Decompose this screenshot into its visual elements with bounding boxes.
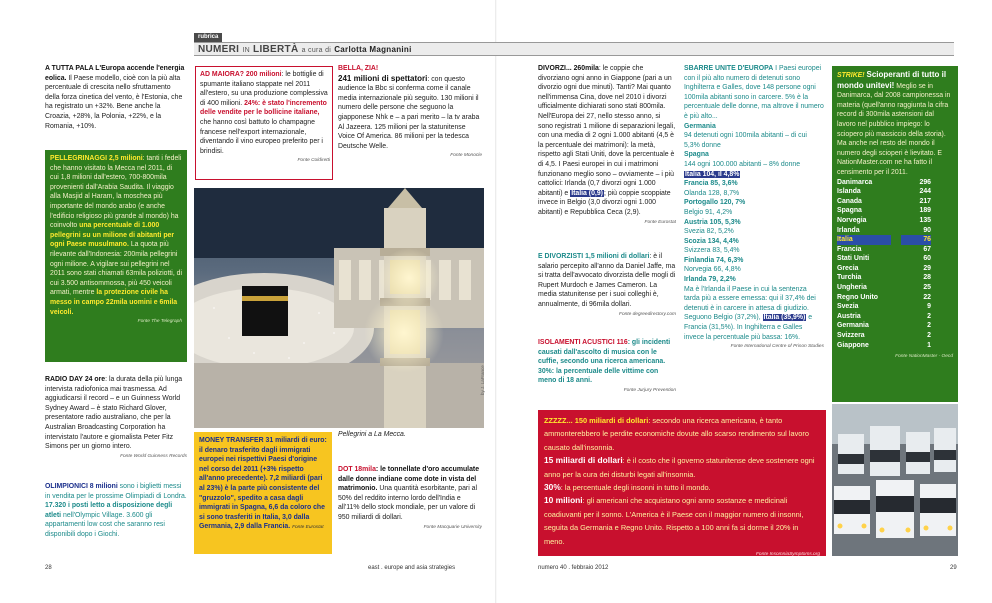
title-part: NUMERI [198,44,240,55]
article-highlight: 30% [544,482,561,493]
table-cell-value: 9 [927,303,931,311]
article-heading: RADIO DAY 24 ore [45,376,106,383]
issue-info: numero 40 . febbraio 2012 [538,565,609,571]
article-body: e Francia (31,5%). In Inghilterra e Galles invece la percentuale più bassa: 16%. [684,314,813,341]
source-note: Fonte World Guinness Records [120,453,187,459]
article-body: Il Paese modello, cioè con la più alta percentuale di crescita nello sfruttamento della forza cinetica del vento, è l'Estonia, che ha registrato un +32%. Bene anche la Croazia, +28%, la Polonia, +22%, e la Romania, +10%. [45,74,183,130]
table-cell-country: Irlanda [837,226,860,234]
mecca-illustration [194,188,484,428]
photo-caption: Pellegrini a La Mecca. [338,431,406,438]
article-body: : è il costo che il governo statunitense deve sostenere ogni anno per la cura dei disturbi legati all'insonnia. [544,456,815,479]
magazine-name: east . europe and asia strategies [368,565,456,571]
article-body: : gli americani che acquistano ogni anno sostanze e medicinali coadiuvanti per il sonno. L'America è il Paese con il maggior numero di insonni, seguita da Germania e Regno Unito. Rispetto a 100 anni fa si dorme il 20% in meno. [544,496,804,546]
article-radio-day [45,375,187,471]
article-dot [338,465,482,555]
table-cell-country: Ungheria [837,284,867,292]
section-title [198,43,412,57]
italy-highlight: Italia 104, il 4,8% [685,170,740,178]
article-highlight: 10 milioni [544,495,583,506]
table-cell-value: 189 [919,207,931,215]
list-item: Belgio 91, 4,2% [684,208,733,216]
article-highlight: : le tonnellate d'oro accumulate dalle donne indiane come dote in vista del matrimonio. [338,466,480,493]
table-cell-country: Grecia [837,264,859,272]
article-heading: AD MAIORA? 200 milioni [200,71,282,78]
list-item: Svizzera 83, 5,4% [684,247,740,255]
source-note: Fonte Jurjury Prevention [623,387,676,393]
source-note: Fonte International Centre of Prison Studies [730,344,824,350]
table-cell-value: 244 [919,188,931,196]
article-heading: E DIVORZISTI 1,5 milioni di dollari [538,253,650,260]
list-item: Finlandia 74, 6,3% [684,256,744,264]
list-item: Svezia 82, 5,2% [684,228,734,236]
title-part: LIBERTÀ [253,44,299,55]
traffic-photo [832,404,958,556]
mecca-photo [194,188,484,428]
table-cell-country: Regno Unito [837,293,878,301]
article-heading: DIVORZI... 260mila [538,65,599,72]
article-pellegrinaggi [45,150,187,362]
article-body: : con questo audience la Bbc si conferma come il canale media internazionale più seguito. 130 milioni il numero delle persone che seguono la giapponese Nhk e – a pari merito – la tv araba Al Jazeera. 125 milioni per la statunitense Voice Of America. 86 milioni per la tedesca Deutsche Welle. [338,75,480,150]
italy-highlight: Italia (0,9) [571,189,603,197]
table-cell-value: 22 [923,293,931,301]
table-cell-country: Islanda [837,188,861,196]
spine [495,0,497,603]
article-highlight: 241 milioni di spettatori [338,73,428,83]
article-zzz [538,410,826,556]
article-strike [832,66,958,402]
article-heading: OLIMPIONICI 8 milioni [45,483,118,490]
table-cell-value: 28 [923,274,931,282]
italy-highlight: Italia (35,9%) [763,314,806,322]
rubric-tag: rubrica [194,33,222,42]
source-note: Fonte Monocle [450,153,482,159]
table-cell-country: Canada [837,197,862,205]
list-item: Scozia 134, 4,4% [684,237,739,245]
article-heading: A TUTTA PALA L'Europa accende l'energia eolica. [45,65,185,82]
table-cell-country: Norvegia [837,216,867,224]
table-cell-country: Svizzera [837,332,865,340]
page-number-right: 29 [950,565,957,571]
article-heading: ISOLAMENTI ACUSTICI 116 [538,339,628,346]
article-heading: MONEY TRANSFER 31 miliardi di euro: [199,437,327,444]
table-cell-country: Stati Uniti [837,255,870,263]
article-body: : la durata della più lunga intervista radiofonica mai trasmessa. Ad aggiudicarsi il record – e un Guinness World Sydney Award – è stato Richard Glover, presentatore radio australiano, che per la Australian Broadcasting Corporation ha intervistato l'autore e giornalista Peter Fitz Simons per un giorno intero. [45,376,183,451]
article-highlight: 17.320 i posti letto a disposizione degli atleti [45,502,173,519]
table-cell-value: 2 [927,312,931,320]
table-cell-value: 1 [927,341,931,349]
source-note: Fonte The Telegraph [137,319,182,325]
table-cell-country: Austria [837,312,861,320]
table-cell-value: 76 [901,235,931,245]
article-heading: BELLA, ZIA! [338,65,379,72]
table-cell-country: Giappone [837,341,869,349]
source-note: Fonte degreedirectory.com [619,311,676,317]
table-cell-country: Turchia [837,274,862,282]
table-cell-value: 217 [919,197,931,205]
article-body: nell'Olympic Village. 3.600 gli appartamenti low cost che saranno resi disponibili dopo i Giochi. [45,511,165,538]
table-cell-value: 135 [919,216,931,224]
article-heading: SBARRE UNITE D'EUROPA [684,65,774,72]
article-body: ; più coppie scoppiate invece in Belgio (3,0 divorzi ogni 1.000 abitanti) e Repubblica Ceca (2,9). [538,189,671,216]
list-item: Germania [684,122,716,130]
article-heading: STRIKE! [837,72,865,79]
article-body: : è il salario percepito all'anno da Daniel Jaffe, ma si tratta dell'avvocato divorzista delle mogli di Rupert Murdoch e James Cameron. La media statunitense per i suoi colleghi è, annualmente, di 96mila dollari. [538,253,676,308]
article-money-transfer [194,432,332,554]
magazine-name-part: east [368,565,380,571]
source-note: Fonte InsomniaSymptoms.org [756,552,820,556]
list-item: Spagna [684,151,709,159]
list-item: Austria 105, 5,3% [684,218,741,226]
article-highlight: 24%: è stato l'incremento delle vendite per le bollicine italiane, [200,99,327,117]
article-body: Ma è l'Irlanda il Paese in cui la sentenza tarda più a essere emessa: qui il 37,4% dei detenuti è in carcere in attesa di giudizio. Seguono Belgio (37,2%), [684,285,816,322]
list-item: Norvegia 66, 4,8% [684,266,741,274]
source-note: Fonte NationMaster - Oecd [895,354,953,360]
curator-label: a cura di [301,47,332,54]
article-body: : tanti i fedeli che hanno visitato la Mecca nel 2011, di cui 1,8 milioni dall'estero, 700-800mila provenienti dall'Arabia Saudita. Il viaggio alla Masjid al Haram, la moschea più importante del mondo arabo (e anche l'edificio religioso più grande al mondo) ha coinvolto [50,155,182,230]
article-body: : le bottiglie di spumante italiano stappate nel 2011 all'estero, su una produzione complessiva di 400 milioni. [200,71,328,107]
author-name: Carlotta Magnanini [334,45,412,54]
list-item: 94 detenuti ogni 100mila abitanti – di cui 5,3% donne [684,132,807,149]
article-highlight: 15 miliardi di dollari [544,455,623,466]
table-cell-value: 25 [923,284,931,292]
list-item: Francia 85, 3,6% [684,180,738,188]
article-body: Una quantità esorbitante, pari al 50% del reddito interno lordo dell'India e all'11% dello stock mondiale, per un valore di 950 miliardi di dollari. [338,485,478,521]
article-body: Meglio se in Danimarca, dal 2008 campionessa in materia (quell'anno raggiunta la cifra record di 300mila astensioni dal lavoro nel pubblico impiego: lo sciopero più massiccio della storia). Ma anche nel resto del mondo il numero degli scioperi è lievitato. E NationMaster.com ne ha fatto il censimento per il 2011. [837,82,951,176]
article-bella-zia [338,64,482,184]
article-highlight: la protezione civile ha messo in campo 22mila uomini e 6mila veicoli. [50,289,178,316]
article-body: I Paesi europei con il più alto numero di detenuti sono Inghilterra e Galles, dove 148 persone ogni 100mila abitanti sono in carcere. 5% è la percentuale delle donne, ma altrove il numero è più alto... [684,65,824,120]
article-body: : la percentuale degli insonni in tutto il mondo. [560,483,711,493]
article-highlight: una percentuale di 1.000 pellegrini su un milione di abitanti per ogni Paese musulmano. [50,222,175,249]
source-note: Fonte Eurostat [292,525,324,531]
article-heading: DOT 18mila [338,466,376,473]
table-cell-value: 2 [927,332,931,340]
table-cell-country: Svezia [837,303,859,311]
table-cell-country: Spagna [837,207,862,215]
source-note: Fonte Macquarie University [423,524,482,530]
article-divorzisti [538,252,676,330]
table-cell-country: Francia [837,245,862,253]
list-item: Irlanda 79, 2,2% [684,276,736,284]
list-item: 144 ogni 100.000 abitanti – 8% donne [684,160,801,168]
source-note: Fonte Coldiretti [297,158,330,164]
table-cell-country: Danimarca [837,178,873,186]
article-heading: PELLEGRINAGGI 2,5 milioni [50,155,143,162]
list-item: Olanda 128, 8,7% [684,189,740,197]
traffic-illustration [832,404,958,556]
table-cell-value: 67 [923,245,931,253]
table-cell-value: 60 [923,255,931,263]
strikes-table [837,178,953,351]
article-body: : gli incidenti causati dall'ascolto di musica con le cuffie, secondo una ricerca americana. 30%: la percentuale delle vittime con meno di 18 anni. [538,339,671,385]
article-body: sono i biglietti messi in vendita per le prossime Olimpiadi di Londra. [45,483,187,500]
title-part: IN [242,47,250,54]
article-body: : secondo una ricerca americana, è tanto ammonterebbero le perdite economiche dovute allo scarso rendimento sul lavoro causato dall'insonnia. [544,416,809,452]
article-ad-maiora [195,66,333,180]
article-highlight: Scioperanti di tutto il mondo unitevi! [837,70,947,90]
article-eolica [45,64,187,148]
magazine-name-part: europe and asia strategies [384,565,456,571]
article-isolamenti [538,338,676,398]
article-body: che hanno così battuto lo champagne francese nell'export internazionale, diventando il vino europeo preferito per i brindisi. [200,118,323,155]
table-cell-country: Germania [837,322,869,330]
article-body: : le coppie che divorziano ogni anno in Giappone (pari a un divorzio ogni due minuti). Tanti? Mai quanto nell'immensa Cina, dove nel 2010 i divorzi ufficialmente dichiarati sono stati 800mila. Nell'Europa dei 27, nello stesso anno, si sono registrati 1 milione di separazioni legali, con una media di 2 ogni 1.000 abitanti (4,5 è la percentuale dei matrimoni): la metà, rispetto agli Stati Uniti, dove la percentuale è di 4,5. I Paesi europei in cui i matrimoni funzionano meglio sono – ovviamente – i più cattolici: Irlanda (0,7 divorzi ogni 1.000 abitanti) e [538,65,676,197]
article-divorzi [538,64,676,244]
list-item: Portogallo 120, 7% [684,199,746,207]
page-number-left: 28 [45,565,52,571]
table-cell-value: 2 [927,322,931,330]
table-cell-country: Italia [837,235,891,245]
article-olimpionici [45,482,187,554]
article-body: il denaro trasferito dagli immigrati europei nei rispettivi Paesi d'origine nel corso del 2011 (+3% rispetto all'anno precedente). 7,2 miliardi (pari al 23%) è la parte più consistente del "gruzzolo", spedito a casa dagli immigrati in Spagna, 6,6 da coloro che si sono trasferiti in Italia, 3,0 dalla Germania, 2,9 dalla Francia. [199,446,325,531]
article-sbarre [684,64,824,398]
photo-credit: by J. LaFrance [480,365,485,395]
article-body: La quota più rilevante dall'Indonesia: 200mila pellegrini ogni milione. A vigilare sui pellegrini nel 2011 sono stati chiamati 63mila poliziotti, di cui 3.500 antisommossa, più 450 veicoli armati, mentre [50,241,183,297]
article-heading: ZZZZZ... 150 miliardi di dollari [544,416,649,425]
table-cell-value: 90 [923,226,931,234]
table-cell-value: 29 [923,264,931,272]
source-note: Fonte Eurostat [644,219,676,225]
table-cell-value: 296 [919,178,931,186]
